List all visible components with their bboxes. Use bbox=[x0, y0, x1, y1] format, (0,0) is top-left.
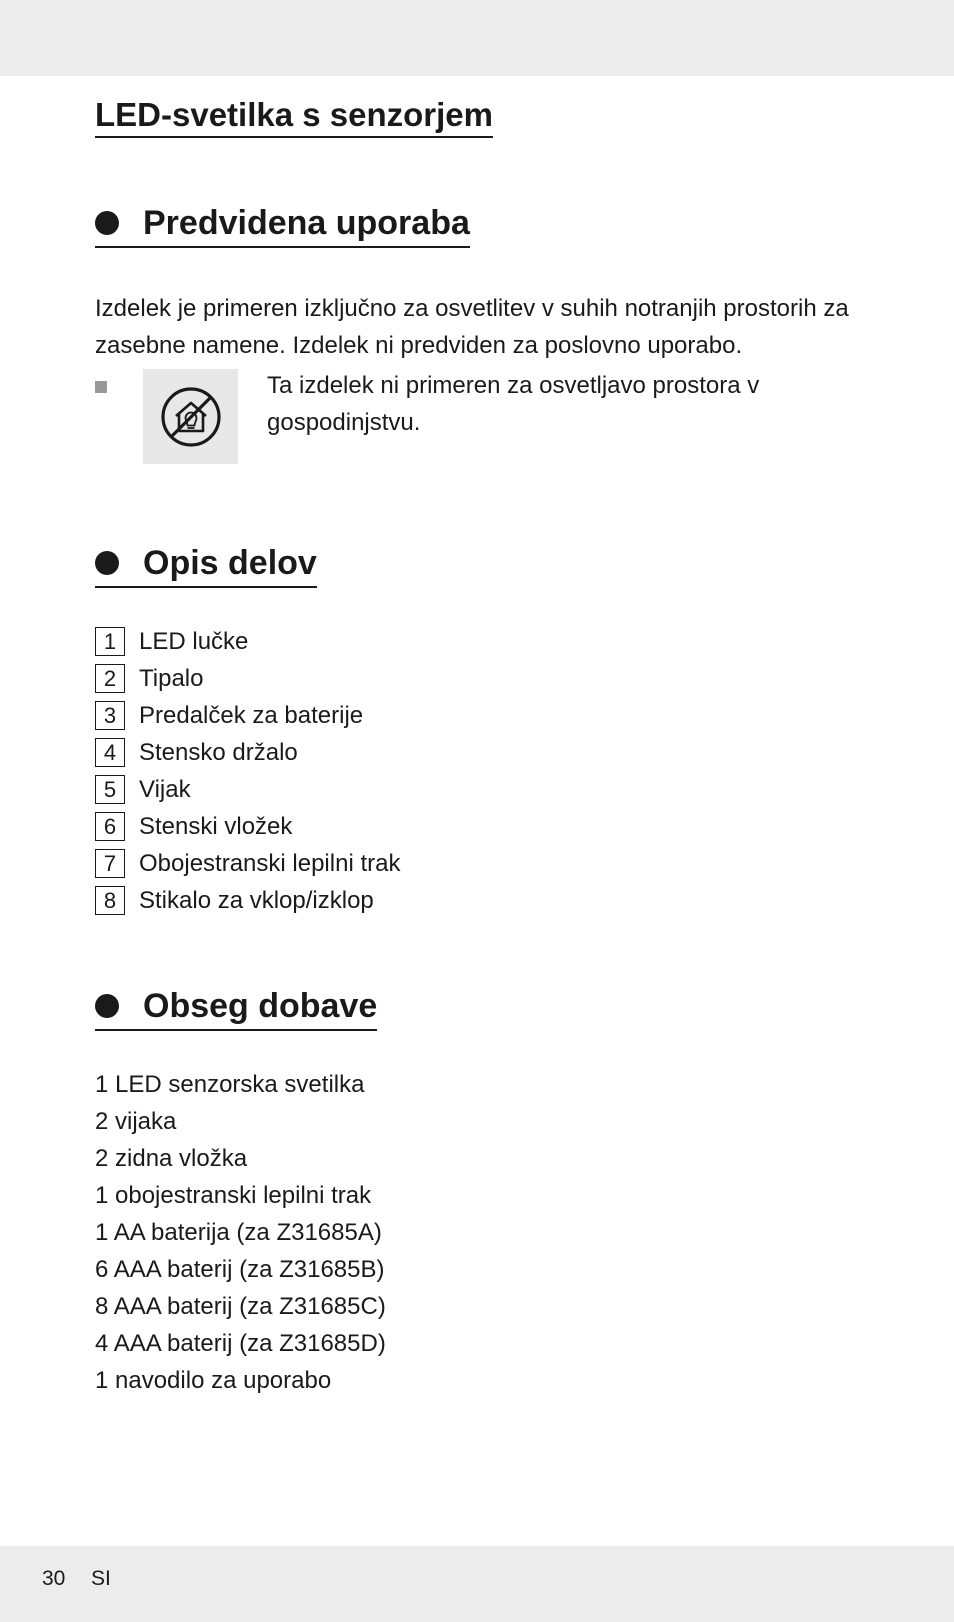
part-number-box: 6 bbox=[95, 812, 125, 841]
section-heading-parts bbox=[95, 546, 317, 588]
list-item: 2 vijaka bbox=[95, 1108, 177, 1135]
list-item: 1 AA baterija (za Z31685A) bbox=[95, 1219, 382, 1246]
part-number-box: 5 bbox=[95, 775, 125, 804]
top-band bbox=[0, 0, 954, 76]
list-item bbox=[95, 623, 400, 660]
part-number-box: 2 bbox=[95, 664, 125, 693]
section-heading-intended-use bbox=[95, 206, 470, 248]
heading-bullet-icon bbox=[95, 551, 119, 575]
page-number: 30 bbox=[42, 1567, 66, 1590]
page-language: SI bbox=[91, 1567, 111, 1590]
heading-bullet-icon bbox=[95, 211, 119, 235]
list-item bbox=[95, 734, 400, 771]
household-note-text: Ta izdelek ni primeren za osvetljavo prostora v gospodinjstvu. bbox=[267, 372, 760, 436]
part-number-box: 1 bbox=[95, 627, 125, 656]
part-number-box: 4 bbox=[95, 738, 125, 767]
part-label: Tipalo bbox=[139, 664, 204, 692]
list-item: 1 navodilo za uporabo bbox=[95, 1367, 332, 1394]
intended-use-paragraph: Izdelek je primeren izključno za osvetlitev v suhih notranjih prostorih za zasebne namene. Izdelek ni predviden za poslovno uporabo. bbox=[95, 295, 849, 359]
square-bullet-icon bbox=[95, 381, 107, 393]
list-item bbox=[95, 660, 400, 697]
household-note bbox=[95, 367, 885, 467]
section-heading-text: Opis delov bbox=[143, 544, 317, 582]
parts-list bbox=[95, 623, 400, 919]
list-item bbox=[95, 882, 400, 919]
part-label: Vijak bbox=[139, 775, 191, 803]
no-household-lighting-symbol bbox=[159, 385, 223, 449]
part-label: Obojestranski lepilni trak bbox=[139, 849, 401, 877]
part-label: Stikalo za vklop/izklop bbox=[139, 886, 374, 914]
list-item bbox=[95, 771, 400, 808]
no-household-lighting-icon bbox=[143, 369, 238, 464]
list-item: 8 AAA baterij (za Z31685C) bbox=[95, 1293, 386, 1320]
part-number-box: 3 bbox=[95, 701, 125, 730]
list-item: 2 zidna vložka bbox=[95, 1145, 248, 1172]
list-item bbox=[95, 808, 400, 845]
part-label: LED lučke bbox=[139, 627, 249, 655]
list-item: 4 AAA baterij (za Z31685D) bbox=[95, 1330, 386, 1357]
document-title: LED-svetilka s senzorjem bbox=[95, 98, 493, 138]
supply-list bbox=[95, 1066, 386, 1399]
section-heading-text: Obseg dobave bbox=[143, 987, 378, 1025]
part-label: Stensko držalo bbox=[139, 738, 298, 766]
section-heading-text: Predvidena uporaba bbox=[143, 204, 470, 242]
list-item bbox=[95, 845, 400, 882]
footer-band bbox=[0, 1546, 954, 1622]
list-item bbox=[95, 697, 400, 734]
list-item: 6 AAA baterij (za Z31685B) bbox=[95, 1256, 385, 1283]
section-heading-supply bbox=[95, 989, 377, 1031]
list-item: 1 obojestranski lepilni trak bbox=[95, 1182, 372, 1209]
part-label: Predalček za baterije bbox=[139, 701, 364, 729]
heading-bullet-icon bbox=[95, 994, 119, 1018]
list-item: 1 LED senzorska svetilka bbox=[95, 1071, 365, 1098]
part-number-box: 8 bbox=[95, 886, 125, 915]
part-label: Stenski vložek bbox=[139, 812, 293, 840]
part-number-box: 7 bbox=[95, 849, 125, 878]
